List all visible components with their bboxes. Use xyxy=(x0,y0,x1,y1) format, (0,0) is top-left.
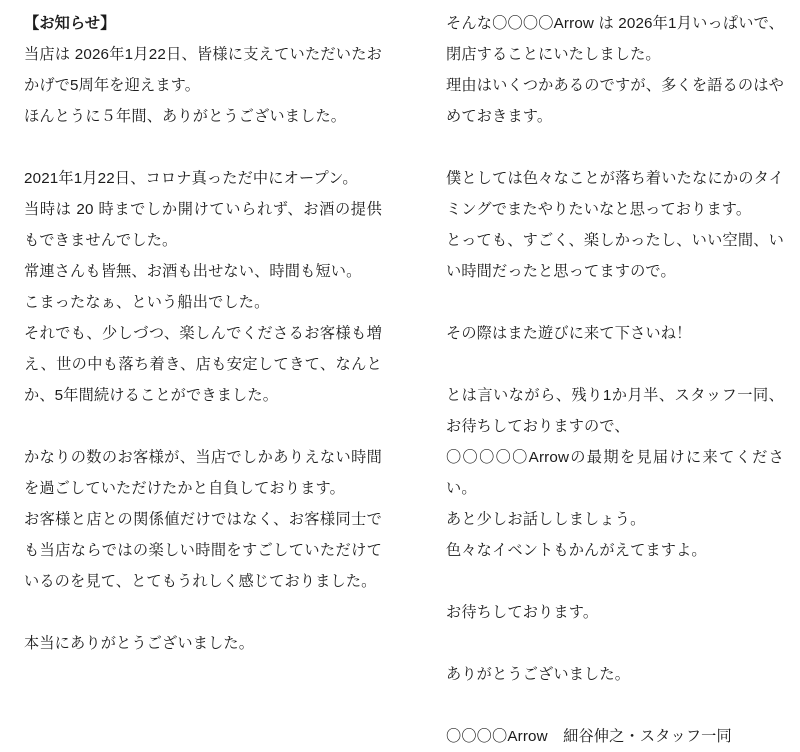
left_column-paragraph: ほんとうに５年間、ありがとうございました。 xyxy=(24,108,347,125)
right_column-paragraph: 僕としては色々なことが落ち着いたなにかのタイミングでまたやりたいなと思っております。 xyxy=(446,170,784,218)
left_column-paragraph: お客様と店との関係値だけではなく、お客様同士でも当店ならではの楽しい時間をすごしていただけているのを見て、とてもうれしく感じておりました。 xyxy=(24,511,382,590)
left_column-spacer xyxy=(24,411,382,442)
right_column-paragraph: 色々なイベントもかんがえてますよ。 xyxy=(446,542,707,559)
left_column-paragraph: 当店は 2026年1月22日、皆様に支えていただいたおかげで5周年を迎えます。 xyxy=(24,46,382,94)
left_column-paragraph: 当時は 20 時までしか開けていられず、お酒の提供もできませんでした。 xyxy=(24,201,382,249)
left_column-paragraph: 2021年1月22日、コロナ真っただ中にオープン。 xyxy=(24,170,358,187)
right_column-paragraph: とは言いながら、残り1か月半、スタッフ一同、お待ちしておりますので、 xyxy=(446,387,784,435)
left_column-spacer xyxy=(24,597,382,628)
right_column-paragraph: お待ちしております。 xyxy=(446,604,599,621)
right_column-spacer xyxy=(446,349,784,380)
right_column-spacer xyxy=(446,690,784,721)
right_column-paragraph: 〇〇〇〇Arrow 細谷伸之・スタッフ一同 xyxy=(446,728,732,745)
left_column-spacer xyxy=(24,132,382,163)
left_column-paragraph: 常連さんも皆無、お酒も出せない、時間も短い。 xyxy=(24,263,362,280)
right_column-paragraph: あと少しお話ししましょう。 xyxy=(446,511,646,528)
right_column-paragraph: その際はまた遊びに来て下さいね！ xyxy=(446,325,692,342)
right_column-paragraph: 理由はいくつかあるのですが、多くを語るのはやめておきます。 xyxy=(446,77,784,125)
left_column-heading: 【お知らせ】 xyxy=(24,15,116,32)
right-text-column xyxy=(400,0,800,745)
right_column-paragraph: そんな〇〇〇〇Arrow は 2026年1月いっぱいで、閉店することにいたしました。 xyxy=(446,15,784,63)
right_column-spacer xyxy=(446,287,784,318)
right_column-paragraph: とっても、すごく、楽しかったし、いい空間、いい時間だったと思ってますので。 xyxy=(446,232,784,280)
right_column-paragraph: ありがとうございました。 xyxy=(446,666,631,683)
right_column-spacer xyxy=(446,132,784,163)
left_column-paragraph: こまったなぁ、という船出でした。 xyxy=(24,294,270,311)
left_column-paragraph: 本当にありがとうございました。 xyxy=(24,635,255,652)
right_column-spacer xyxy=(446,628,784,659)
right_column-spacer xyxy=(446,566,784,597)
left-text-column xyxy=(0,0,400,652)
right_column-paragraph: 〇〇〇〇〇Arrowの最期を見届けに来てください。 xyxy=(446,449,784,497)
left_column-paragraph: かなりの数のお客様が、当店でしかありえない時間を過ごしていただけたかと自負しております。 xyxy=(24,449,382,497)
left_column-paragraph: それでも、少しづつ、楽しんでくださるお客様も増え、世の中も落ち着き、店も安定してきて、なんとか、5年間続けることができました。 xyxy=(24,325,382,404)
